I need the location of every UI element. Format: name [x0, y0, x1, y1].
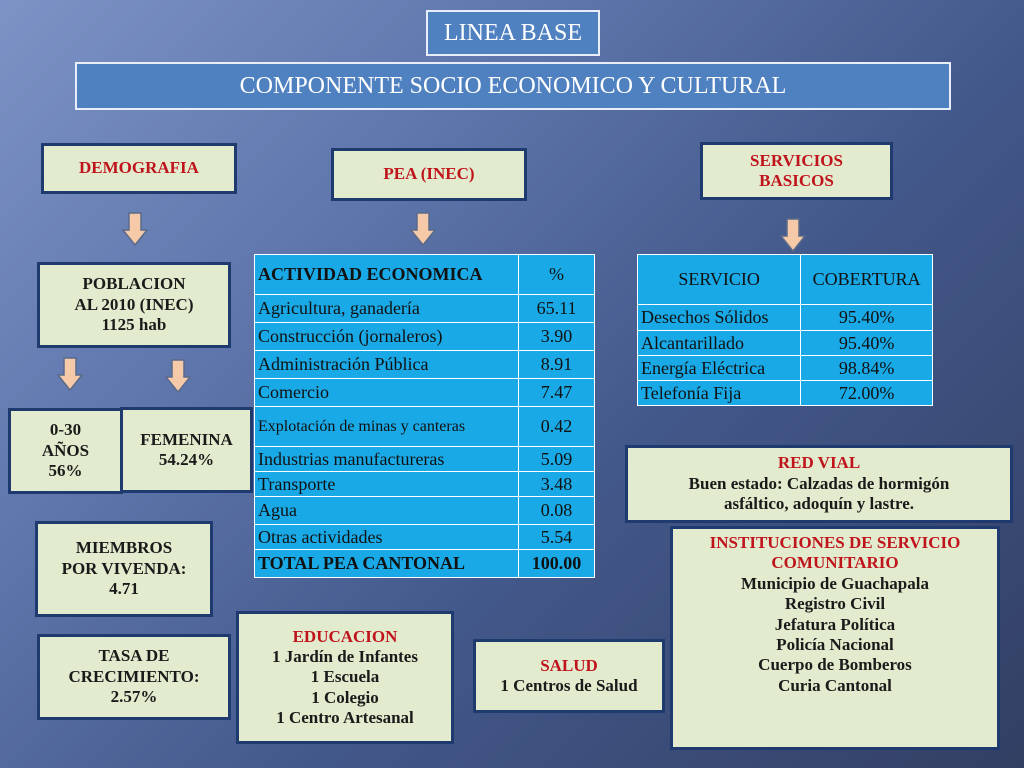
miembros-line: POR VIVENDA: — [61, 558, 187, 578]
table-row — [638, 356, 933, 381]
poblacion-line: 1125 hab — [101, 315, 167, 335]
table-cell: 3.90 — [519, 323, 595, 351]
table-cell: Desechos Sólidos — [638, 305, 801, 331]
down-arrow-icon — [165, 359, 191, 393]
table-cell: 98.84% — [801, 356, 933, 381]
table-cell: 95.40% — [801, 331, 933, 356]
table-cell: TOTAL PEA CANTONAL — [255, 550, 519, 578]
poblacion-line: POBLACION — [82, 274, 186, 294]
table-cell: 5.54 — [519, 525, 595, 550]
red-vial-line: Buen estado: Calzadas de hormigón — [688, 473, 950, 493]
instituciones-box — [670, 526, 1000, 750]
table-row — [255, 379, 595, 407]
educacion-item: 1 Escuela — [310, 667, 380, 687]
servicios-table — [637, 254, 933, 406]
educacion-item: 1 Jardín de Infantes — [272, 646, 418, 666]
down-arrow-icon — [780, 218, 806, 252]
red-vial-title: RED VIAL — [777, 453, 861, 473]
femenina-line: 54.24% — [158, 450, 215, 469]
table-row — [255, 295, 595, 323]
table-row — [638, 305, 933, 331]
table-row — [255, 525, 595, 550]
table-cell: 3.48 — [519, 472, 595, 497]
column-header: % — [519, 255, 595, 295]
instituciones-item: Curia Cantonal — [778, 675, 892, 695]
down-arrow-icon — [122, 212, 148, 246]
linea-base-label: LINEA BASE — [444, 19, 582, 46]
table-cell: 72.00% — [801, 381, 933, 406]
instituciones-title: INSTITUCIONES DE SERVICIO — [709, 533, 961, 552]
miembros-line: 4.71 — [109, 579, 139, 599]
table-cell: 95.40% — [801, 305, 933, 331]
table-row — [638, 381, 933, 406]
table-row — [638, 331, 933, 356]
table-header-row — [255, 255, 595, 295]
table-cell: Energía Eléctrica — [638, 356, 801, 381]
table-cell: Comercio — [255, 379, 519, 407]
table-cell: Construcción (jornaleros) — [255, 323, 519, 351]
red-vial-box — [625, 445, 1013, 523]
edad-line: 0-30 — [49, 420, 82, 440]
table-cell: 0.08 — [519, 497, 595, 525]
pea-label: PEA (INEC) — [383, 164, 475, 184]
servicios-label-line: SERVICIOS — [750, 150, 843, 170]
miembros-line: MIEMBROS — [75, 538, 173, 558]
instituciones-item: Registro Civil — [784, 594, 886, 614]
component-title — [75, 62, 951, 110]
table-cell: 100.00 — [519, 550, 595, 578]
table-cell: Alcantarillado — [638, 331, 801, 356]
table-cell: Explotación de minas y canteras — [255, 407, 519, 447]
table-cell: Transporte — [255, 472, 519, 497]
table-cell: 7.47 — [519, 379, 595, 407]
demografia-label: DEMOGRAFIA — [79, 158, 199, 178]
red-vial-line: asfáltico, adoquín y lastre. — [723, 494, 914, 514]
salud-item: 1 Centros de Salud — [500, 676, 638, 695]
servicios-header — [700, 142, 893, 200]
column-header: ACTIVIDAD ECONOMICA — [255, 255, 519, 295]
pea-header — [331, 148, 527, 201]
column-header: SERVICIO — [638, 255, 801, 305]
educacion-item: 1 Centro Artesanal — [276, 708, 414, 728]
down-arrow-icon — [410, 212, 436, 246]
linea-base-title — [426, 10, 600, 56]
table-row — [255, 472, 595, 497]
table-cell: 8.91 — [519, 351, 595, 379]
column-header: COBERTURA — [801, 255, 933, 305]
component-label: COMPONENTE SOCIO ECONOMICO Y CULTURAL — [239, 72, 787, 99]
table-cell: 65.11 — [519, 295, 595, 323]
miembros-box — [35, 521, 213, 617]
poblacion-line: AL 2010 (INEC) — [74, 294, 194, 314]
table-header-row — [638, 255, 933, 305]
down-arrow-icon — [57, 357, 83, 391]
edad-box — [8, 408, 123, 494]
table-row — [255, 407, 595, 447]
femenina-box — [120, 407, 253, 493]
instituciones-item: Municipio de Guachapala — [741, 573, 929, 593]
table-total-row — [255, 550, 595, 578]
tasa-line: 2.57% — [110, 687, 158, 707]
instituciones-item: Jefatura Política — [774, 614, 896, 634]
table-row — [255, 323, 595, 351]
pea-table — [254, 254, 595, 578]
tasa-box — [37, 634, 231, 720]
table-cell: 5.09 — [519, 447, 595, 472]
edad-line: 56% — [48, 461, 83, 481]
poblacion-box — [37, 262, 231, 348]
table-cell: Otras actividades — [255, 525, 519, 550]
table-cell: 0.42 — [519, 407, 595, 447]
salud-box — [473, 639, 665, 713]
femenina-line: FEMENINA — [140, 429, 233, 449]
table-cell: Agua — [255, 497, 519, 525]
educacion-box — [236, 611, 454, 744]
instituciones-item: Policía Nacional — [776, 634, 894, 654]
tasa-line: CRECIMIENTO: — [68, 666, 200, 686]
instituciones-title: COMUNITARIO — [771, 553, 899, 573]
table-row — [255, 351, 595, 379]
table-row — [255, 447, 595, 472]
instituciones-item: Cuerpo de Bomberos — [758, 655, 912, 675]
educacion-item: 1 Colegio — [311, 687, 379, 707]
table-cell: Industrias manufactureras — [255, 447, 519, 472]
table-row — [255, 497, 595, 525]
educacion-title: EDUCACION — [292, 626, 398, 646]
table-cell: Administración Pública — [255, 351, 519, 379]
demografia-header — [41, 143, 237, 194]
tasa-line: TASA DE — [98, 646, 170, 666]
table-cell: Telefonía Fija — [638, 381, 801, 406]
servicios-label-line: BASICOS — [759, 171, 834, 190]
edad-line: AÑOS — [41, 440, 90, 460]
table-cell: Agricultura, ganadería — [255, 295, 519, 323]
salud-title: SALUD — [540, 655, 598, 675]
